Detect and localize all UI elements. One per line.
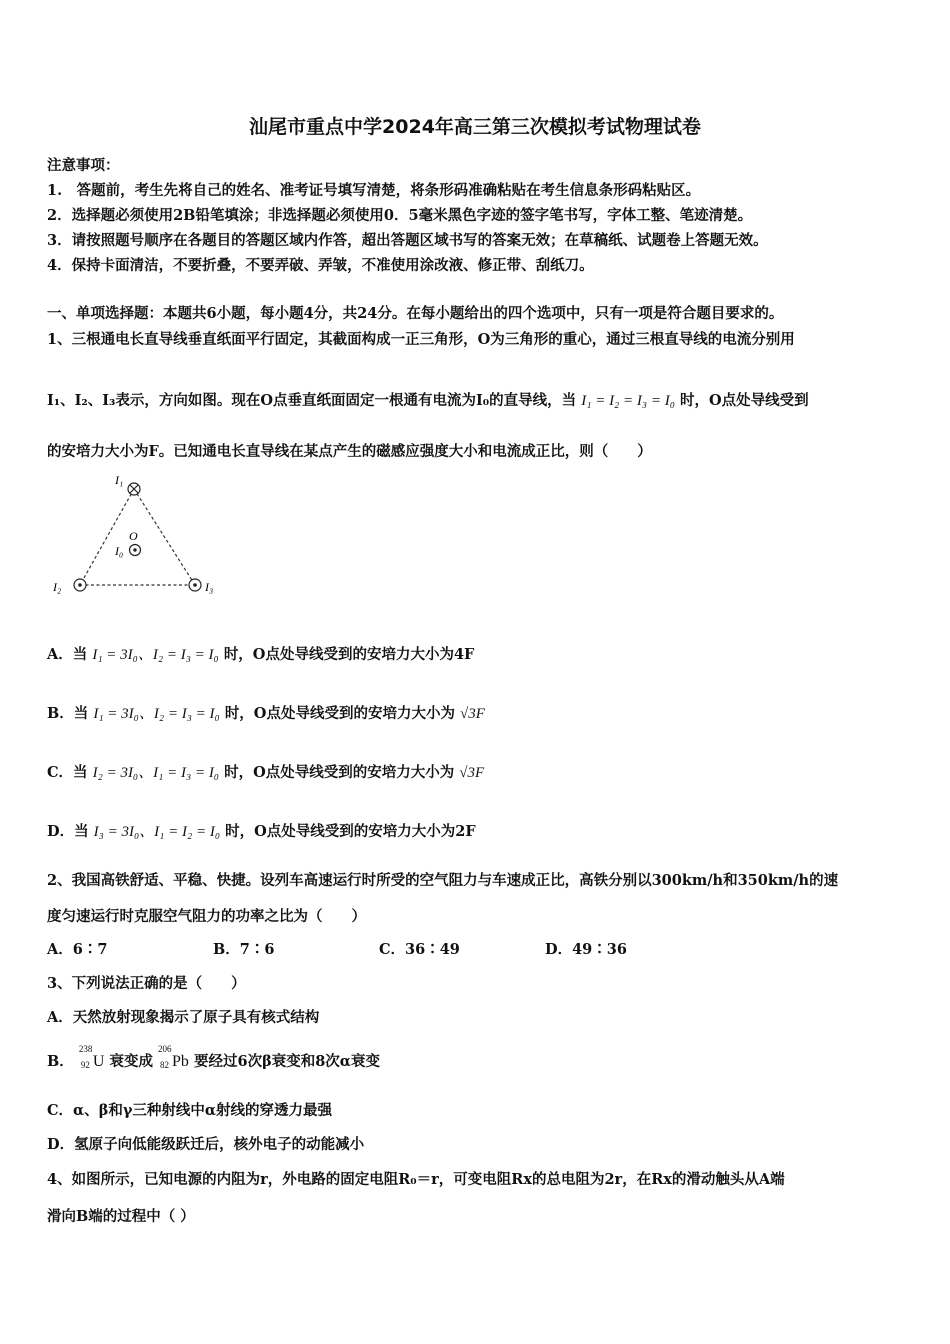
q1-stem-line3: 的安培力大小为F。已知通电长直导线在某点产生的磁感应强度大小和电流成正比，则（ ） xyxy=(47,443,652,460)
q1-option-a: A．当 I₁ = 3I₀、I₂ = I₃ = I₀ 时，O点处导线受到的安培力大小为4F xyxy=(47,646,475,663)
q1-stem-line2 xyxy=(47,389,809,410)
section-heading: 一、单项选择题：本题共6小题，每小题4分，共24分。在每小题给出的四个选项中，只有一项是符合题目要求的。 xyxy=(47,305,784,322)
q1-stem-line1: 1、三根通电长直导线垂直纸面平行固定，其截面构成一正三角形，O为三角形的重心，通过三根直导线的电流分别用 xyxy=(47,331,795,348)
q3-option-c: C．α、β和γ三种射线中α射线的穿透力最强 xyxy=(47,1102,333,1119)
center-wire-out-of-page-icon xyxy=(130,545,141,556)
q4-stem-line2: 滑向B端的过程中（ ） xyxy=(47,1208,195,1225)
current-into-page-icon xyxy=(128,483,140,495)
current-out-of-page-icon xyxy=(74,579,86,591)
q1-condition-math: I₁ = I₂ = I₃ = I₀ xyxy=(581,393,675,409)
q2-option-d: D．49∶36 xyxy=(545,941,627,958)
q3-option-b: B． 238 92 U 衰变成 206 82 Pb 要经过6次β衰变和8次α衰变 xyxy=(47,1044,380,1070)
q3-option-a: A．天然放射现象揭示了原子具有核式结构 xyxy=(47,1009,320,1026)
q1-stem-line2-a: I₁、I₂、I₃表示，方向如图。现在O点垂直纸面固定一根通有电流为I₀的直导线，当 xyxy=(47,392,577,409)
label-i1: I₁ xyxy=(115,473,124,487)
triangle-wire-figure xyxy=(45,472,225,602)
triangle-edge-right xyxy=(134,489,195,585)
page-title: 汕尾市重点中学2024年高三第三次模拟考试物理试卷 xyxy=(249,116,701,138)
q2-options xyxy=(47,938,711,959)
q1-stem-line2-b: 时，O点处导线受到 xyxy=(680,392,809,409)
lead-isotope: 206 82 Pb xyxy=(158,1044,189,1070)
notice-item-2: 2．选择题必须使用2B铅笔填涂；非选择题必须使用0．5毫米黑色字迹的签字笔书写，字体工整、笔迹清楚。 xyxy=(47,207,753,224)
notice-item-3: 3．请按照题号顺序在各题目的答题区域内作答，超出答题区域书写的答案无效；在草稿纸、试题卷上答题无效。 xyxy=(47,232,768,249)
q3-option-d: D．氢原子向低能级跃迁后，核外电子的动能减小 xyxy=(47,1136,365,1153)
notice-heading: 注意事项： xyxy=(47,157,120,174)
label-i0: I₀ xyxy=(115,544,124,558)
triangle-edge-left xyxy=(80,489,134,585)
q2-stem-line1: 2、我国高铁舒适、平稳、快捷。设列车高速运行时所受的空气阻力与车速成正比，高铁分别以300km/h和350km/h的速 xyxy=(47,872,839,889)
notice-item-1: 1. 答题前，考生先将自己的姓名、准考证号填写清楚，将条形码准确粘贴在考生信息条形码粘贴区。 xyxy=(47,182,701,199)
q2-option-c: C．36∶49 xyxy=(379,941,460,958)
q1-option-c: C．当 I₂ = 3I₀、I₁ = I₃ = I₀ 时，O点处导线受到的安培力大小为 √3F xyxy=(47,764,485,781)
q3-stem: 3、下列说法正确的是（ ） xyxy=(47,975,246,992)
q2-option-b: B．7∶6 xyxy=(213,941,275,958)
uranium-isotope: 238 92 U xyxy=(78,1044,105,1070)
label-o: O xyxy=(129,529,138,543)
label-i2: I₂ xyxy=(53,580,62,594)
q2-option-a: A．6∶7 xyxy=(47,941,108,958)
q2-stem-line2: 度匀速运行时克服空气阻力的功率之比为（ ） xyxy=(47,908,366,925)
q1-option-d: D．当 I₃ = 3I₀、I₁ = I₂ = I₀ 时，O点处导线受到的安培力大小为2F xyxy=(47,823,476,840)
q1-option-b: B．当 I₁ = 3I₀、I₂ = I₃ = I₀ 时，O点处导线受到的安培力大小为 √3F xyxy=(47,705,485,722)
notice-item-4: 4．保持卡面清洁，不要折叠，不要弄破、弄皱，不准使用涂改液、修正带、刮纸刀。 xyxy=(47,257,594,274)
current-out-of-page-icon xyxy=(189,579,201,591)
q4-stem-line1: 4、如图所示，已知电源的内阻为r，外电路的固定电阻R₀＝r，可变电阻Rx的总电阻为2r，在Rx的滑动触头从A端 xyxy=(47,1171,785,1188)
label-i3: I₃ xyxy=(205,580,214,594)
